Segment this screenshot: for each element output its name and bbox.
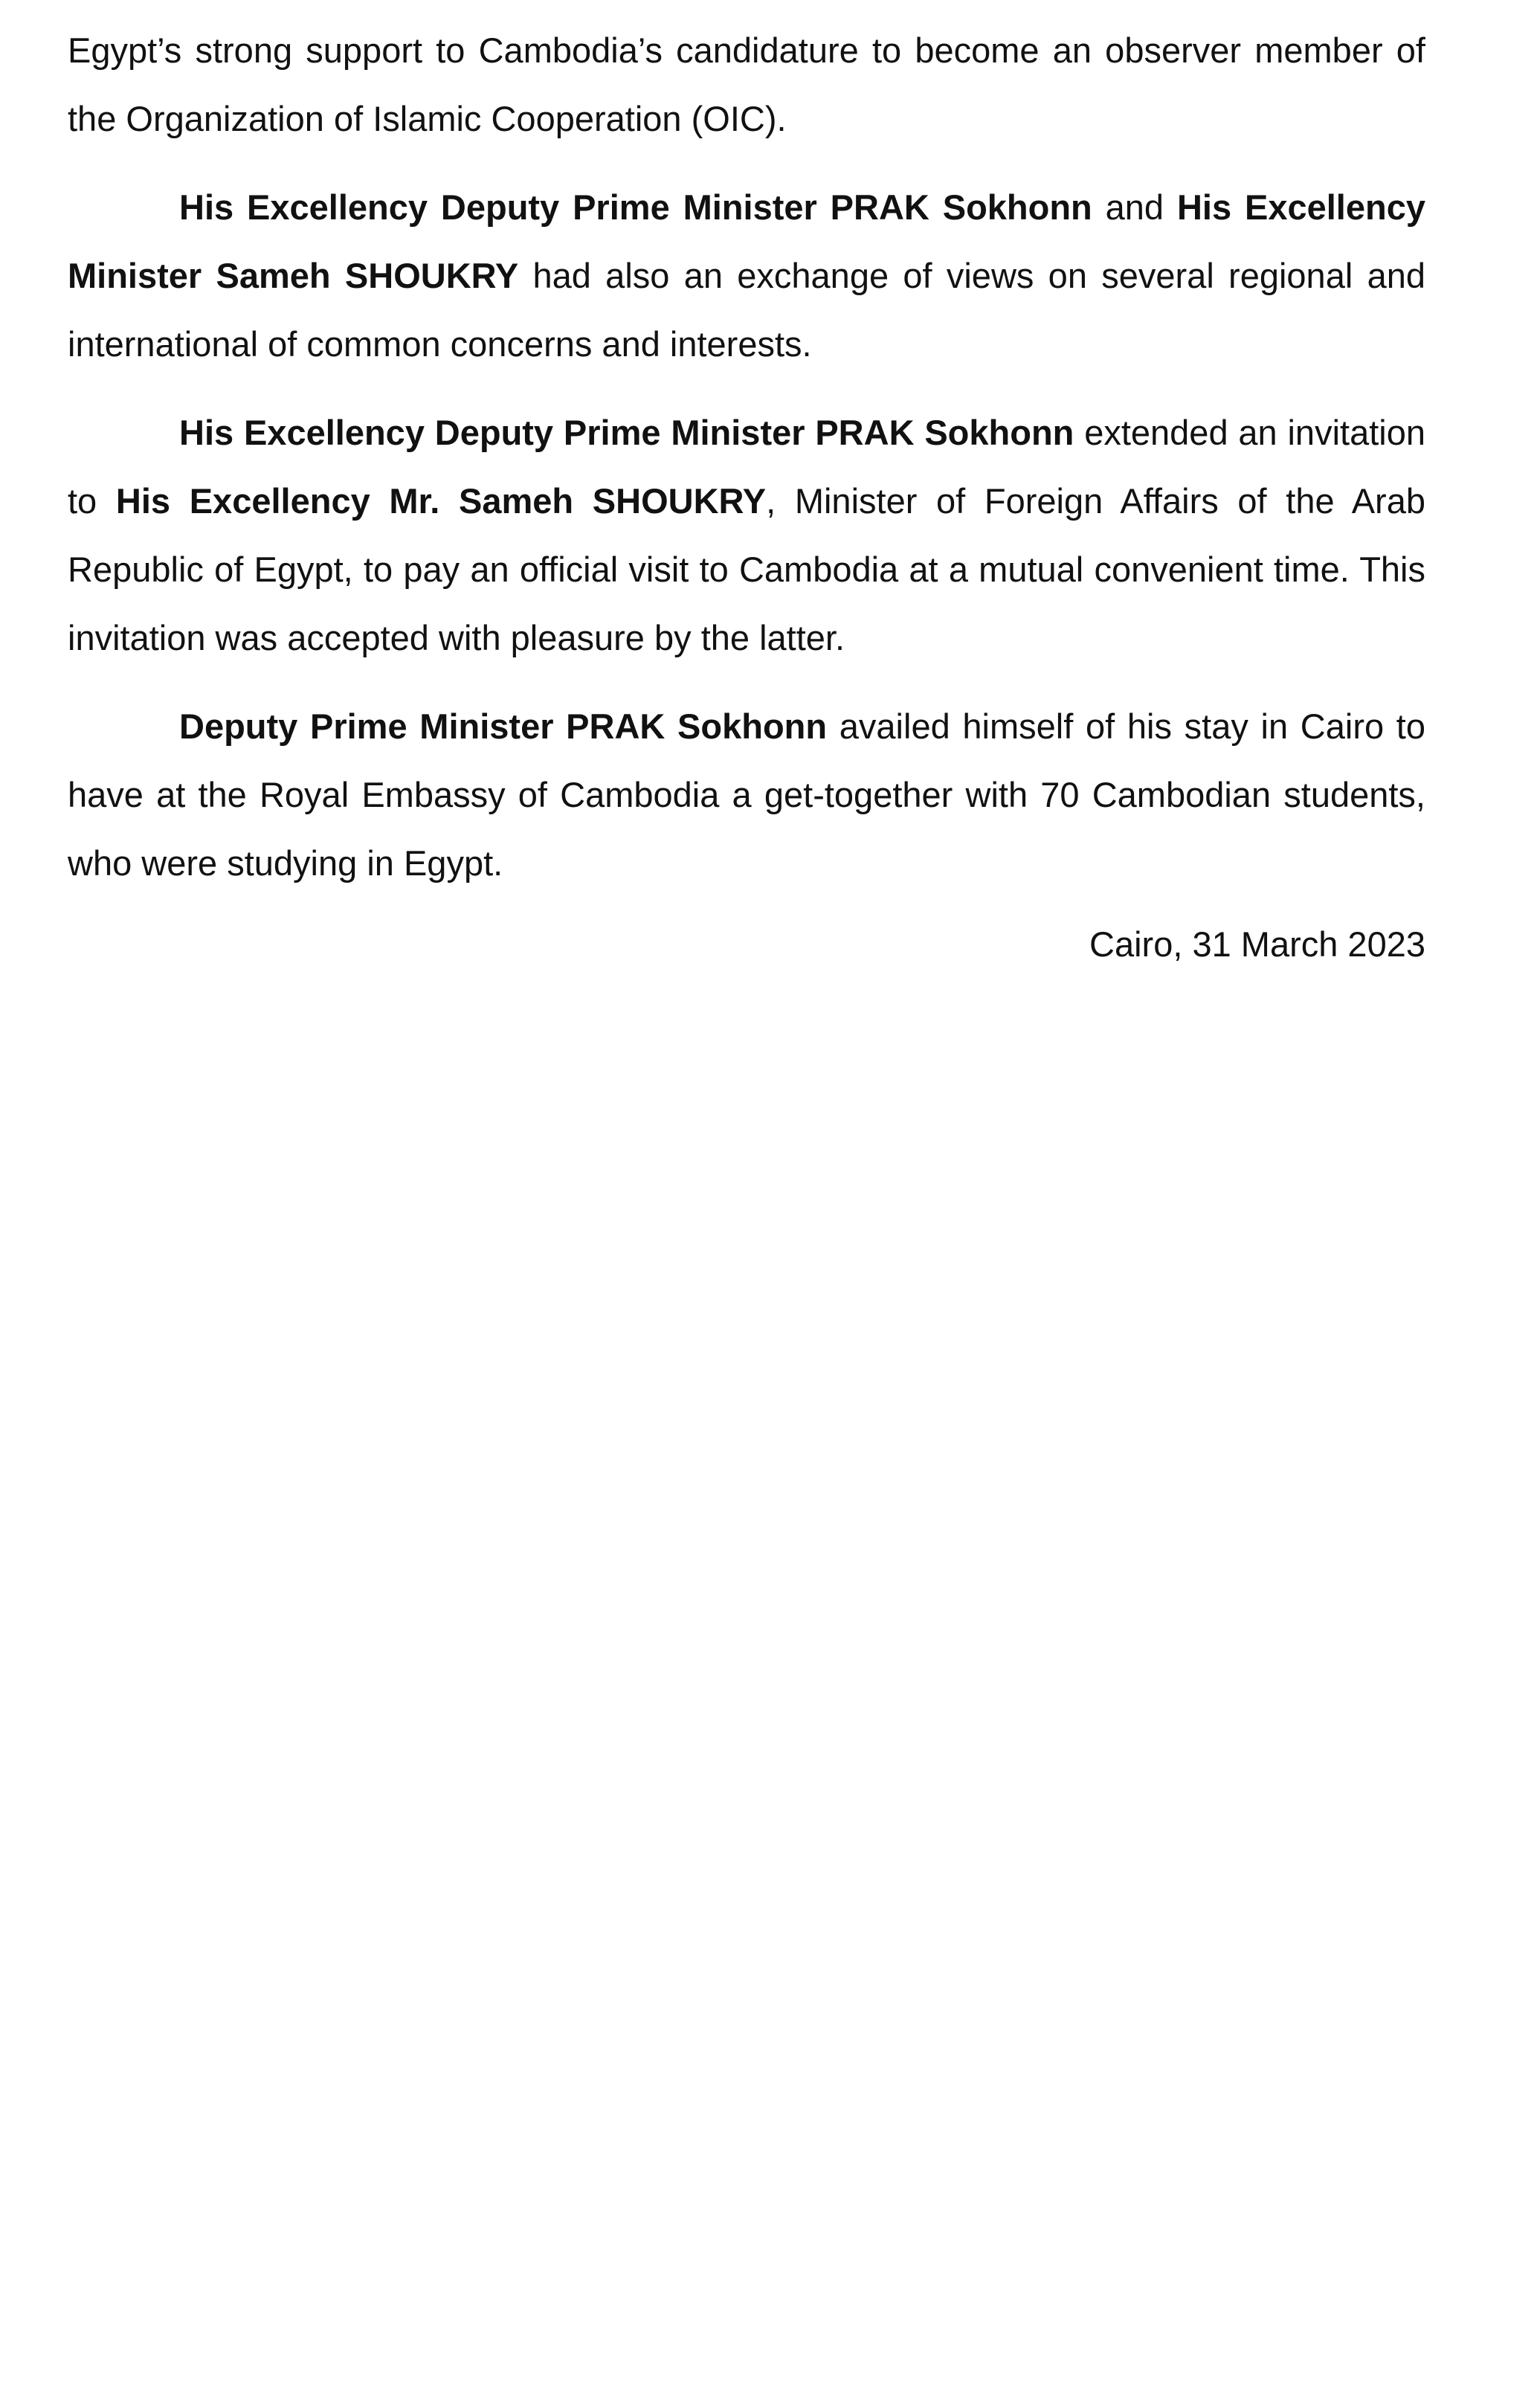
paragraph-p1 (68, 16, 1425, 153)
bold-text-run: His Excellency Deputy Prime Minister PRAK Sokhonn (179, 187, 1092, 227)
paragraph-p2 (68, 173, 1425, 379)
text-run: and (1092, 187, 1177, 227)
text-run: had also an exchange of views on several regional and international of common concerns and interests. (68, 256, 1425, 364)
bold-text-run: His Excellency Deputy Prime Minister PRAK Sokhonn (179, 413, 1074, 452)
place-and-date: Cairo, 31 March 2023 (1089, 924, 1425, 964)
document-page (68, 16, 1425, 1014)
bold-text-run: Deputy Prime Minister PRAK Sokhonn (179, 706, 828, 746)
paragraph-p4 (68, 692, 1425, 898)
paragraph-p3 (68, 399, 1425, 672)
document-body (68, 16, 1425, 898)
text-run: extended an invitation to (68, 413, 1425, 521)
bold-text-run: His Excellency Minister Sameh SHOUKRY (68, 187, 1425, 295)
text-run: availed himself of his stay in Cairo to have at the Royal Embassy of Cambodia a get-together with 70 Cambodian students, who were studying in Egypt. (68, 706, 1425, 883)
text-run: , Minister of Foreign Affairs of the Arab Republic of Egypt, to pay an official visit to Cambodia at a mutual convenient time. This invitation was accepted with pleasure by the latter. (68, 481, 1425, 657)
bold-text-run: His Excellency Mr. Sameh SHOUKRY (115, 481, 767, 521)
text-run: Egypt’s strong support to Cambodia’s candidature to become an observer member of the Organization of Islamic Cooperation (OIC). (68, 30, 1425, 138)
